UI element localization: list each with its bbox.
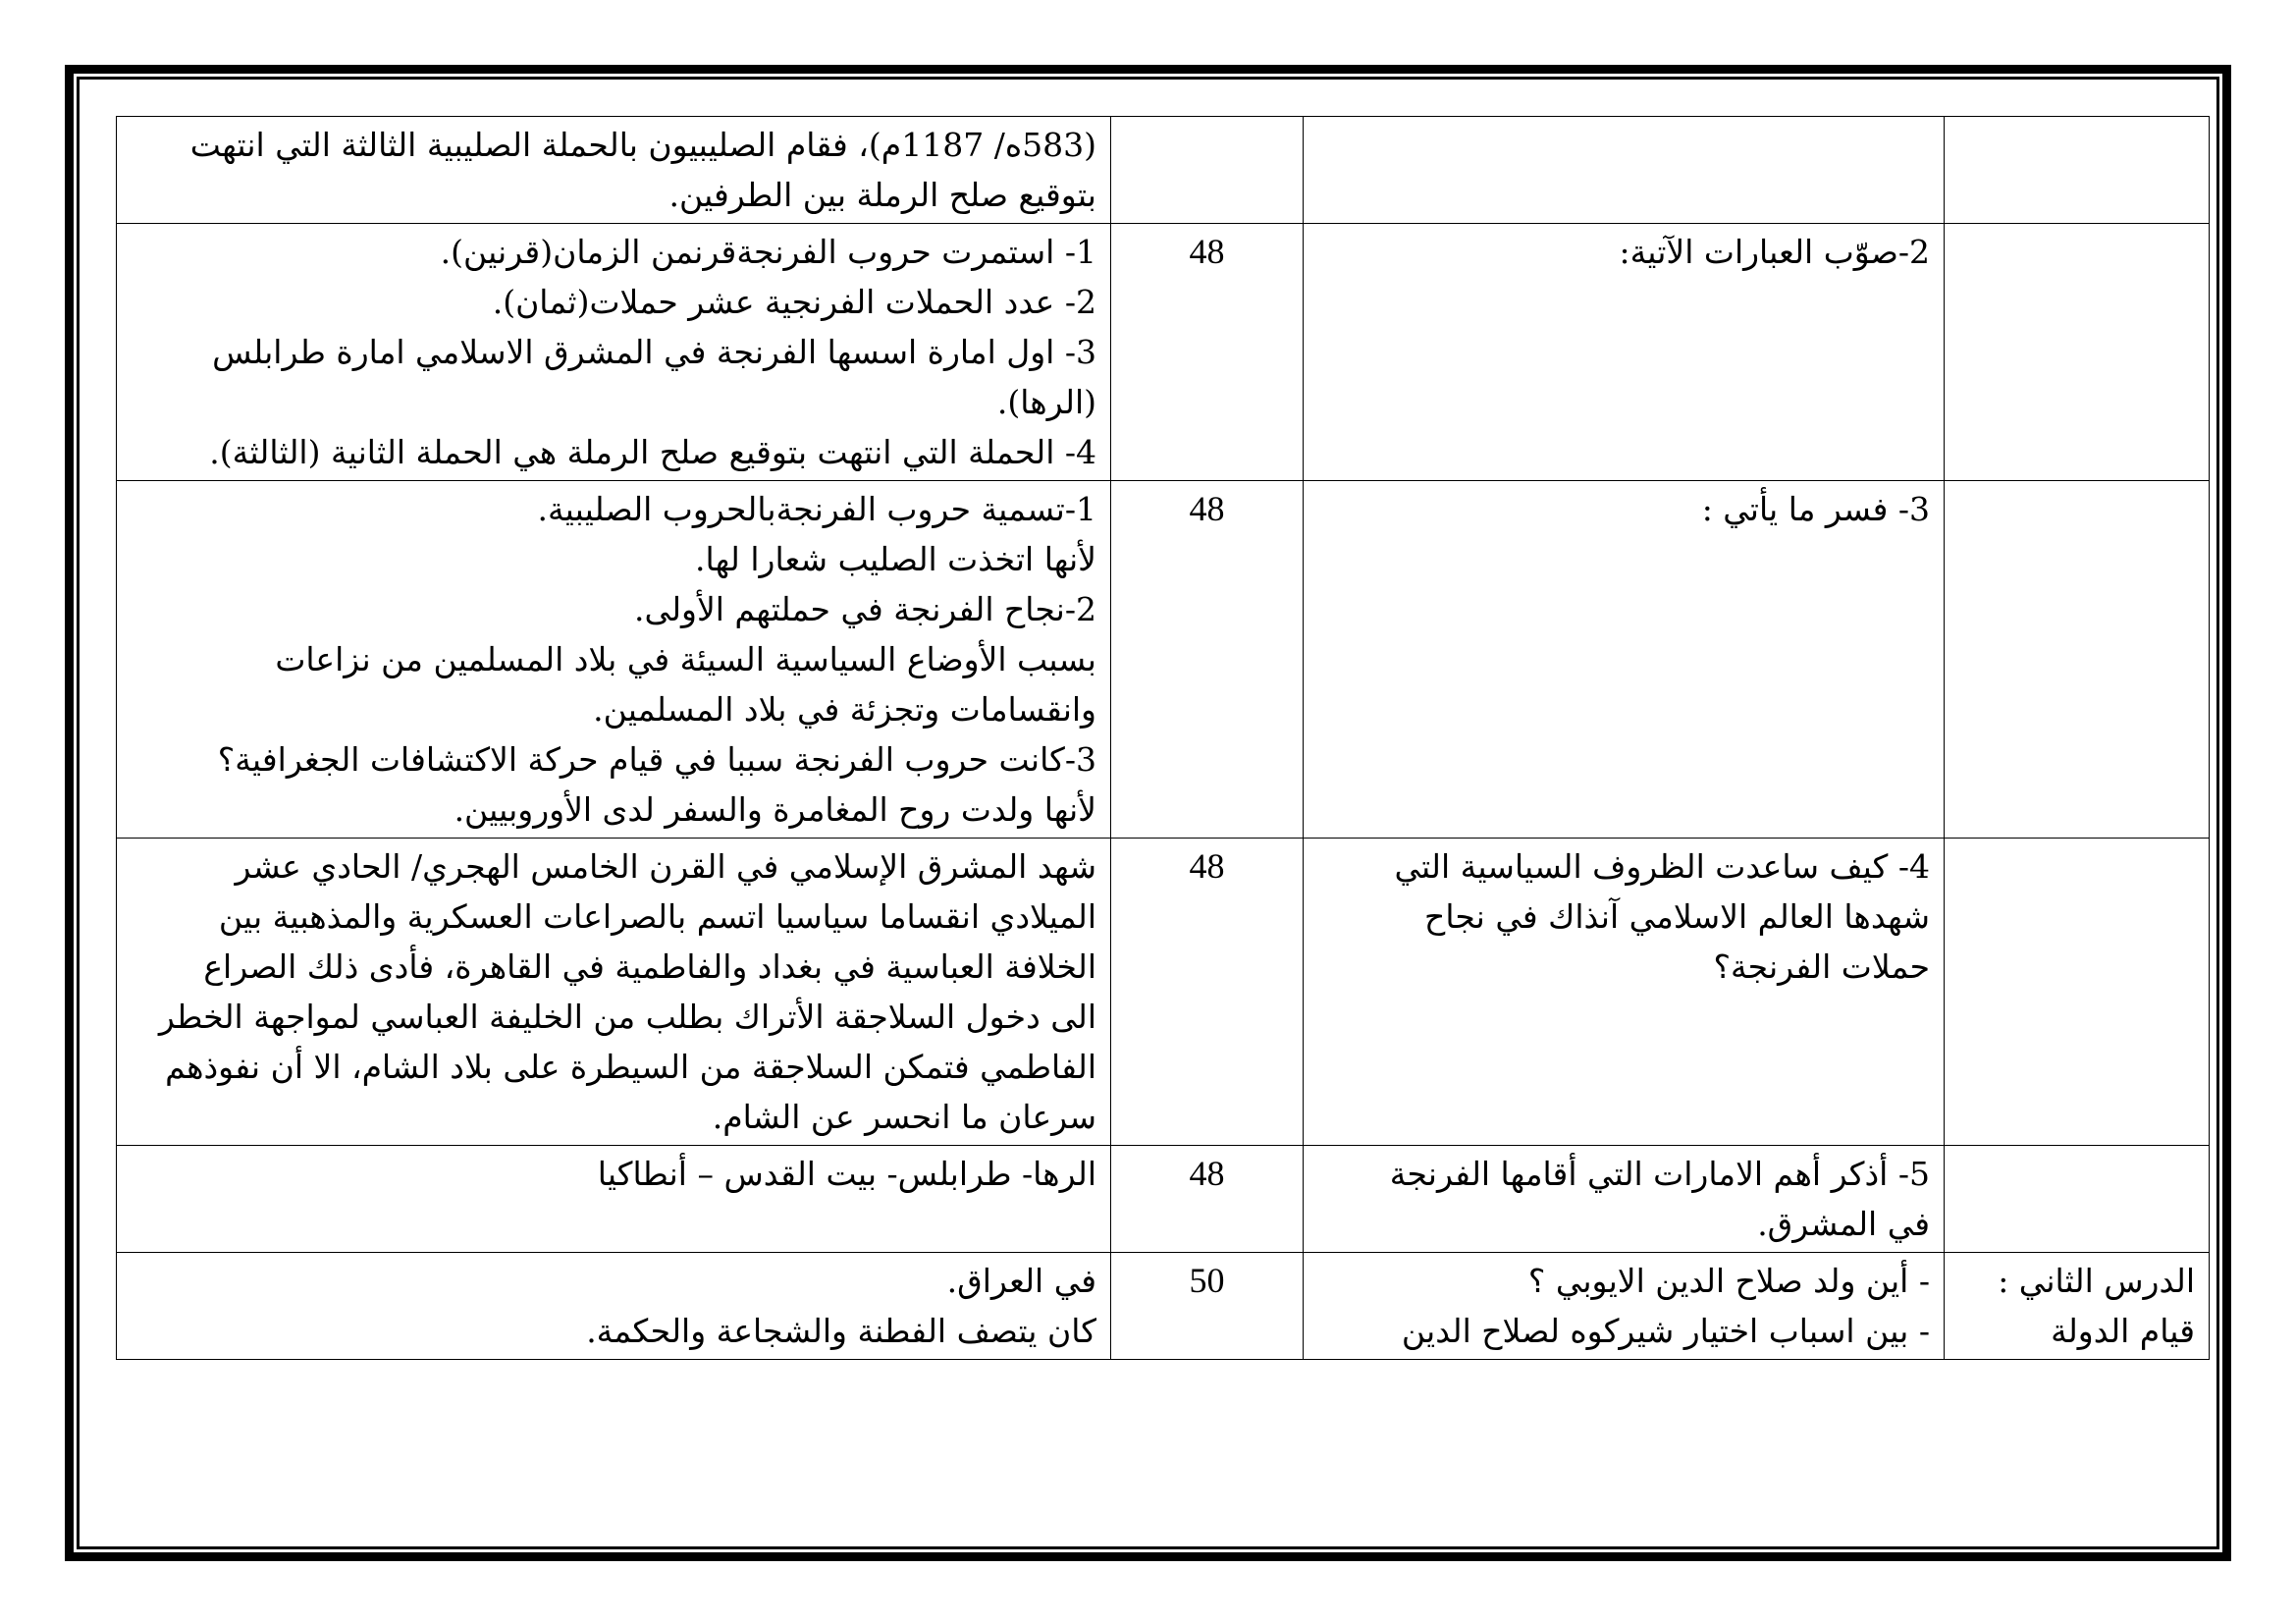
answer-line: بسبب الأوضاع السياسية السيئة في بلاد المسلمين من نزاعات (275, 640, 1096, 678)
question-line: شهدها العالم الاسلامي آنذاك في نجاح (1424, 897, 1930, 936)
question-line: - أين ولد صلاح الدين الايوبي ؟ (1527, 1262, 1930, 1300)
table-row (117, 117, 2210, 224)
answer-line: 2-نجاح الفرنجة في حملتهم الأولى. (633, 590, 1096, 628)
answer-cell (117, 117, 1111, 224)
question-line: 4- كيف ساعدت الظروف السياسية التي (1394, 847, 1930, 886)
page-number: 50 (1189, 1261, 1225, 1300)
answer-line: الفاطمي فتمكن السلاجقة من السيطرة على بلاد الشام، الا أن نفوذهم (165, 1048, 1096, 1086)
page-number: 48 (1189, 232, 1225, 271)
answer-line: وانقسامات وتجزئة في بلاد المسلمين. (593, 690, 1096, 729)
table-row (117, 1253, 2210, 1360)
answer-line: الى دخول السلاجقة الأتراك بطلب من الخليفة العباسي لمواجهة الخطر (158, 998, 1096, 1036)
table-row (117, 224, 2210, 481)
page-number: 48 (1189, 1154, 1225, 1193)
lesson-cell (1945, 481, 2210, 839)
table-row (117, 481, 2210, 839)
question-line: 3- فسر ما يأتي : (1701, 490, 1930, 528)
answer-line: (الرها). (996, 383, 1096, 421)
answer-line: لأنها اتخذت الصليب شعارا لها. (695, 540, 1096, 578)
question-line: 5- أذكر أهم الامارات التي أقامها الفرنجة (1389, 1155, 1930, 1193)
page-number-cell (1111, 224, 1304, 481)
answer-line: 1- استمرت حروب الفرنجةقرنمن الزمان(قرنين). (440, 233, 1096, 271)
question-cell (1304, 1146, 1945, 1253)
answer-line: الخلافة العباسية في بغداد والفاطمية في القاهرة، فأدى ذلك الصراع (203, 947, 1096, 986)
question-line: 2-صوّب العبارات الآتية: (1619, 233, 1930, 271)
answer-line: 3-كانت حروب الفرنجة سببا في قيام حركة الاكتشافات الجغرافية؟ (217, 740, 1096, 779)
page-number-cell (1111, 1253, 1304, 1360)
lesson-line: الدرس الثاني : (1998, 1262, 2195, 1300)
question-line: في المشرق. (1757, 1205, 1930, 1243)
lesson-cell (1945, 1253, 2210, 1360)
answer-cell (117, 1146, 1111, 1253)
answer-line: بتوقيع صلح الرملة بين الطرفين. (668, 176, 1096, 214)
question-cell (1304, 481, 1945, 839)
questions-answers-table (116, 116, 2210, 1360)
answer-cell (117, 839, 1111, 1146)
lesson-cell (1945, 1146, 2210, 1253)
page-number: 48 (1189, 489, 1225, 528)
answer-line: في العراق. (946, 1262, 1096, 1300)
answer-line: الميلادي انقساما سياسيا اتسم بالصراعات العسكرية والمذهبية بين (218, 897, 1096, 936)
answer-line: 2- عدد الحملات الفرنجية عشر حملات(ثمان). (492, 283, 1096, 321)
table-row (117, 1146, 2210, 1253)
question-cell (1304, 224, 1945, 481)
page-number: 48 (1189, 846, 1225, 886)
lesson-cell (1945, 224, 2210, 481)
answer-cell (117, 224, 1111, 481)
question-cell (1304, 839, 1945, 1146)
page-number-cell (1111, 117, 1304, 224)
answer-cell (117, 481, 1111, 839)
answer-line: سرعان ما انحسر عن الشام. (712, 1098, 1096, 1136)
lesson-line: قيام الدولة (2051, 1312, 2195, 1350)
question-line: حملات الفرنجة؟ (1713, 947, 1930, 986)
answer-line: الرها- طرابلس- بيت القدس – أنطاكيا (597, 1155, 1096, 1193)
page-number-cell (1111, 1146, 1304, 1253)
table-row (117, 839, 2210, 1146)
page-number-cell (1111, 481, 1304, 839)
lesson-cell (1945, 839, 2210, 1146)
answer-line: لأنها ولدت روح المغامرة والسفر لدى الأوروبيين. (454, 790, 1096, 829)
answer-line: 1-تسمية حروب الفرنجةبالحروب الصليبية. (537, 490, 1096, 528)
lesson-cell (1945, 117, 2210, 224)
answer-line: 4- الحملة التي انتهت بتوقيع صلح الرملة هي الحملة الثانية (الثالثة). (209, 433, 1096, 471)
page-number-cell (1111, 839, 1304, 1146)
answer-line: كان يتصف الفطنة والشجاعة والحكمة. (586, 1312, 1096, 1350)
answer-line: شهد المشرق الإسلامي في القرن الخامس الهجري/ الحادي عشر (235, 847, 1096, 886)
answer-line: 3- اول امارة اسسها الفرنجة في المشرق الاسلامي امارة طرابلس (212, 333, 1096, 371)
answer-line: (583ه/ 1187م)، فقام الصليبيون بالحملة الصليبية الثالثة التي انتهت (189, 126, 1096, 164)
question-line: - بين اسباب اختيار شيركوه لصلاح الدين (1401, 1312, 1930, 1350)
question-cell (1304, 1253, 1945, 1360)
answer-cell (117, 1253, 1111, 1360)
question-cell (1304, 117, 1945, 224)
